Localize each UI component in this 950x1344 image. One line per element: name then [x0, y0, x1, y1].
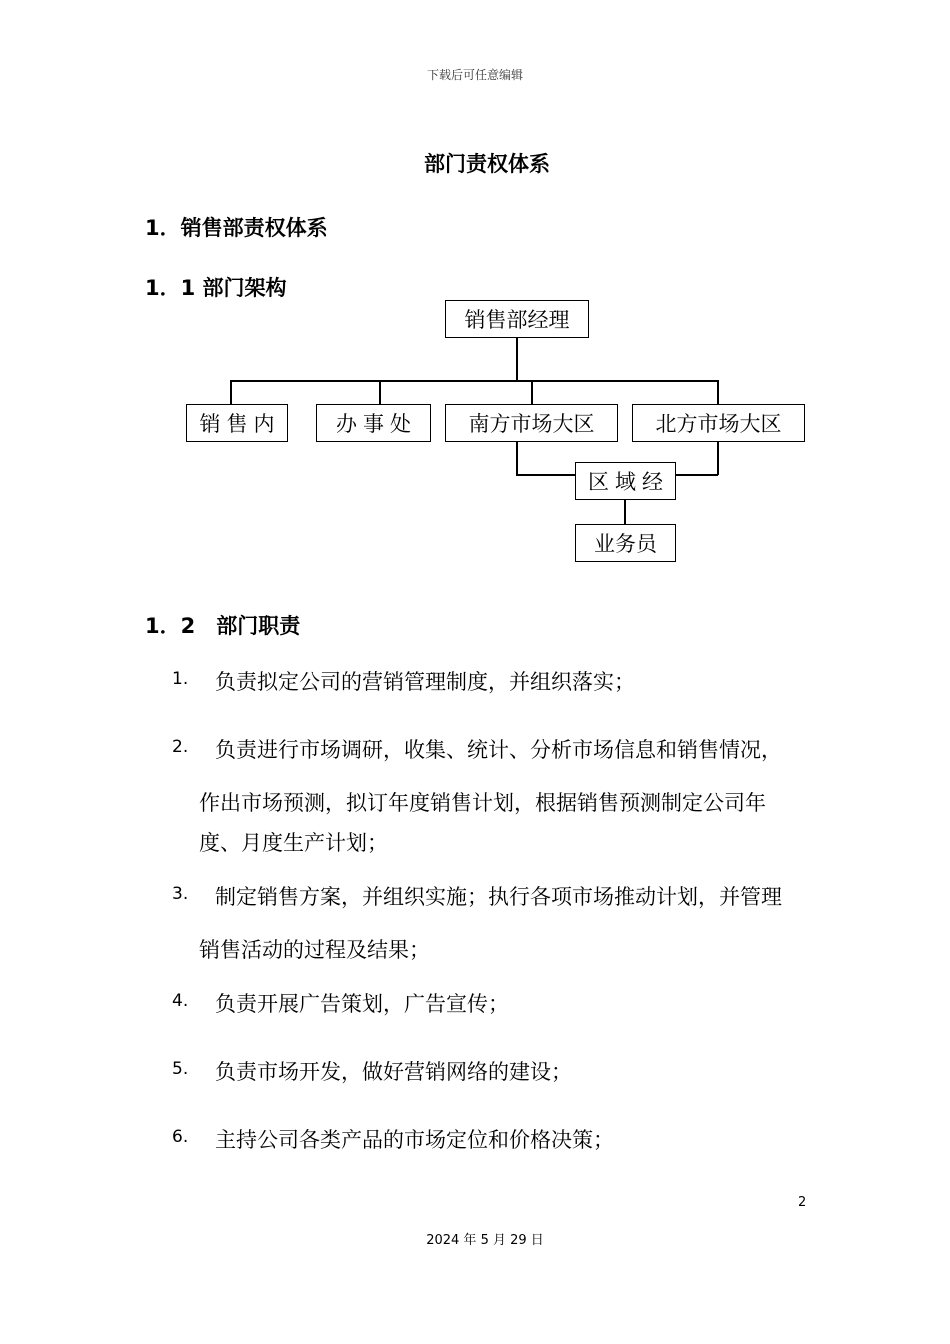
list-continuation: 作出市场预测，拟订年度销售计划，根据销售预测制定公司年	[199, 791, 766, 815]
list-text: 负责拟定公司的营销管理制度，并组织落实；	[215, 670, 635, 694]
org-box-office: 办事处	[316, 404, 431, 442]
list-number: 3.	[172, 884, 189, 904]
list-text: 主持公司各类产品的市场定位和价格决策；	[215, 1128, 614, 1152]
list-text: 负责市场开发，做好营销网络的建设；	[215, 1060, 572, 1084]
page-number: 2	[798, 1195, 807, 1210]
connector-line	[516, 474, 576, 476]
list-number: 5.	[172, 1059, 189, 1079]
connector-line	[379, 380, 381, 404]
list-number: 6.	[172, 1127, 189, 1147]
list-continuation: 度、月度生产计划；	[199, 831, 388, 855]
list-text: 负责进行市场调研，收集、统计、分析市场信息和销售情况，	[215, 738, 782, 762]
connector-line	[516, 337, 518, 381]
org-box-south-region: 南方市场大区	[445, 404, 618, 442]
org-box-salesperson: 业务员	[575, 524, 676, 562]
list-number: 2.	[172, 737, 189, 757]
connector-line	[230, 380, 232, 404]
org-box-regional-manager: 区域经	[575, 462, 676, 500]
list-number: 4.	[172, 991, 189, 1011]
section-heading-1: 1．销售部责权体系	[145, 216, 328, 240]
org-box-sales-manager: 销售部经理	[445, 300, 589, 338]
org-box-north-region: 北方市场大区	[632, 404, 805, 442]
page-header: 下载后可任意编辑	[426, 68, 523, 82]
list-number: 1.	[172, 669, 189, 689]
section-heading-1-2: 1．2 部门职责	[145, 614, 301, 638]
page-footer-date: 2024 年 5 月 29 日	[426, 1233, 544, 1248]
connector-line	[717, 441, 719, 475]
connector-line	[531, 380, 533, 404]
document-title: 部门责权体系	[424, 152, 550, 176]
section-heading-1-1: 1．1 部门架构	[145, 276, 287, 300]
connector-line	[717, 380, 719, 404]
connector-line	[516, 441, 518, 475]
connector-line	[624, 500, 626, 524]
org-box-inside-sales: 销售内	[186, 404, 288, 442]
connector-line	[675, 474, 718, 476]
connector-line	[230, 380, 718, 382]
list-text: 制定销售方案，并组织实施；执行各项市场推动计划，并管理	[215, 885, 782, 909]
list-text: 负责开展广告策划，广告宣传；	[215, 992, 509, 1016]
list-continuation: 销售活动的过程及结果；	[199, 938, 430, 962]
